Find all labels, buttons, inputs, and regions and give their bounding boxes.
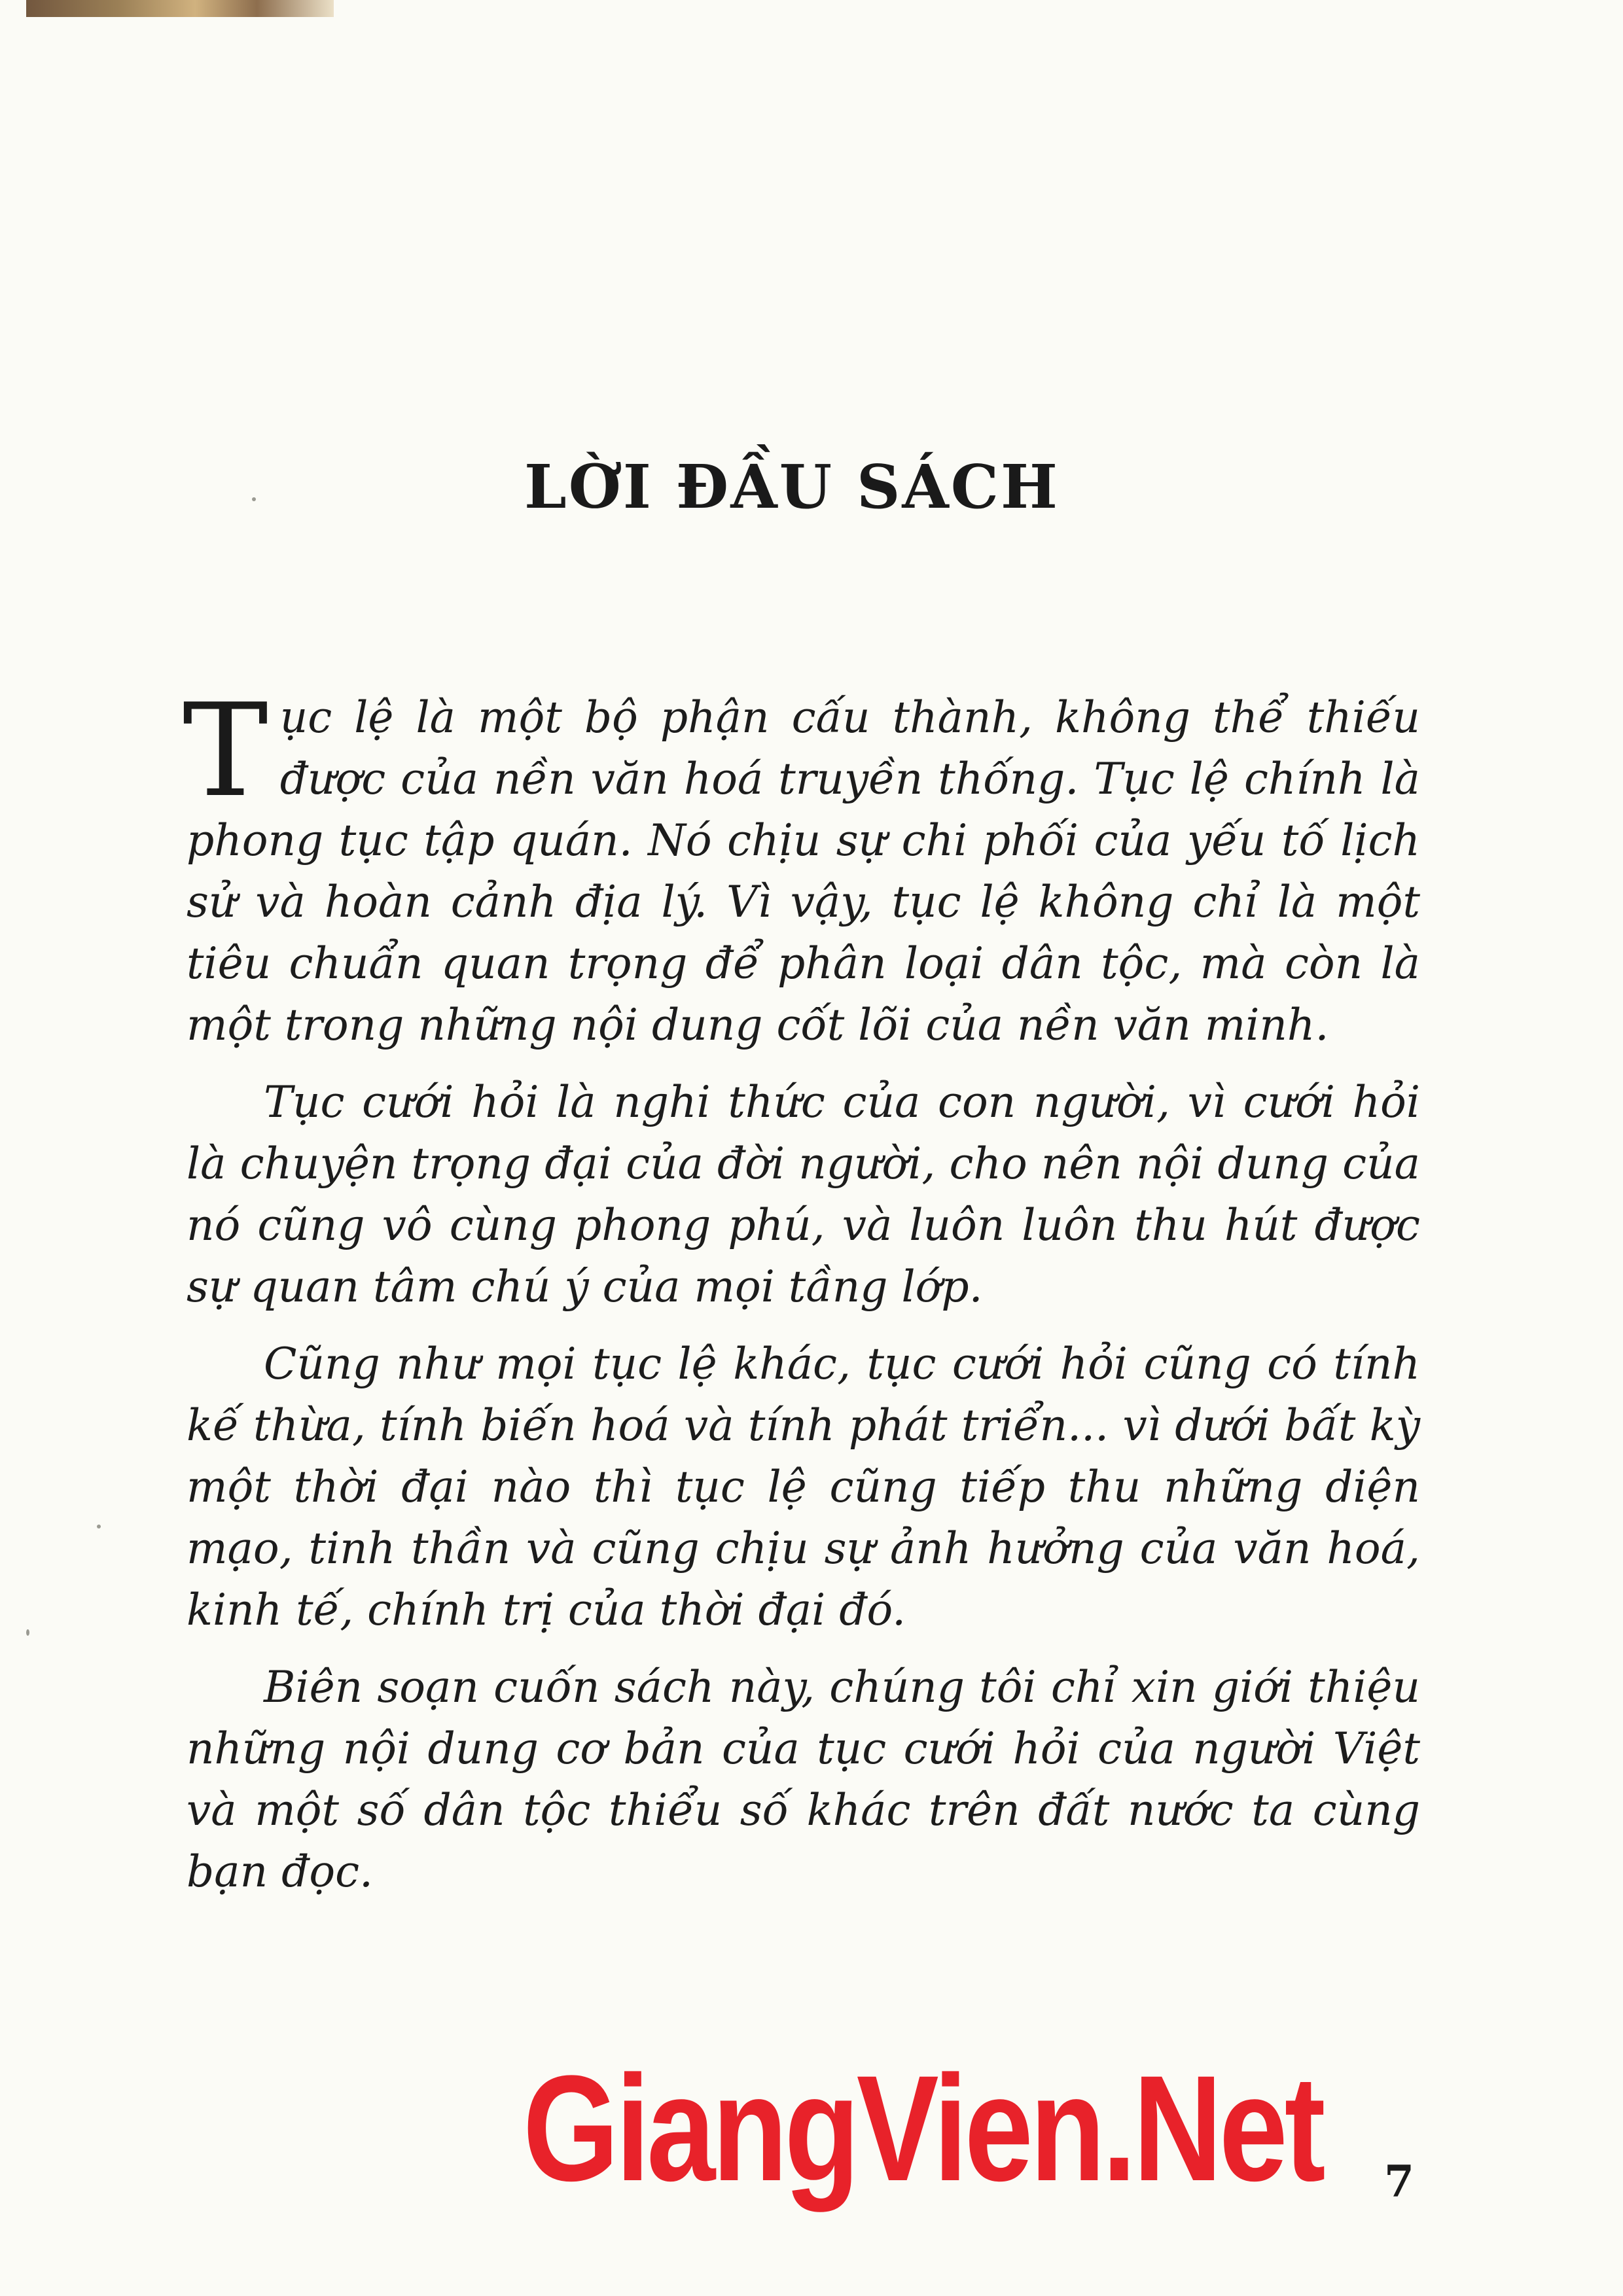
- paragraph-1: [183, 677, 1420, 1056]
- paragraph-1-text: ục lệ là một bộ phận cấu thành, không thể thiếu được của nền văn hoá truyền thống. Tục lệ chính là phong tục tập quán. Nó chịu sự chi phối của yếu tố lịch sử và hoàn cảnh địa lý. Vì vậy, tục lệ không chỉ là một tiêu chuẩn quan trọng để phân loại dân tộc, mà còn là một trong những nội dung cốt lõi của nền văn minh.: [187, 692, 1420, 1050]
- paper-speck: [26, 1629, 29, 1636]
- paragraph-4: Biên soạn cuốn sách này, chúng tôi chỉ xin giới thiệu những nội dung cơ bản của tục cưới hỏi của người Việt và một số dân tộc thiểu số khác trên đất nước ta cùng bạn đọc.: [187, 1662, 1420, 1897]
- paper-speck: [97, 1525, 101, 1528]
- page-edge-strip: [26, 0, 334, 17]
- drop-cap: T: [183, 677, 268, 826]
- body-text: [183, 677, 1420, 1918]
- watermark-logo: GiangVien.Net: [523, 2044, 1323, 2212]
- page-number: 7: [1384, 2156, 1414, 2207]
- paragraph-3: Cũng như mọi tục lệ khác, tục cưới hỏi cũng có tính kế thừa, tính biến hoá và tính phát triển... vì dưới bất kỳ một thời đại nào thì tục lệ cũng tiếp thu những diện mạo, tinh thần và cũng chịu sự ảnh hưởng của văn hoá, kinh tế, chính trị của thời đại đó.: [187, 1339, 1420, 1635]
- page-title: LỜI ĐẦU SÁCH: [524, 451, 1060, 522]
- paragraph-2: Tục cưới hỏi là nghi thức của con người, vì cưới hỏi là chuyện trọng đại của đời người, cho nên nội dung của nó cũng vô cùng phong phú, và luôn luôn thu hút được sự quan tâm chú ý của mọi tầng lớp.: [187, 1077, 1420, 1312]
